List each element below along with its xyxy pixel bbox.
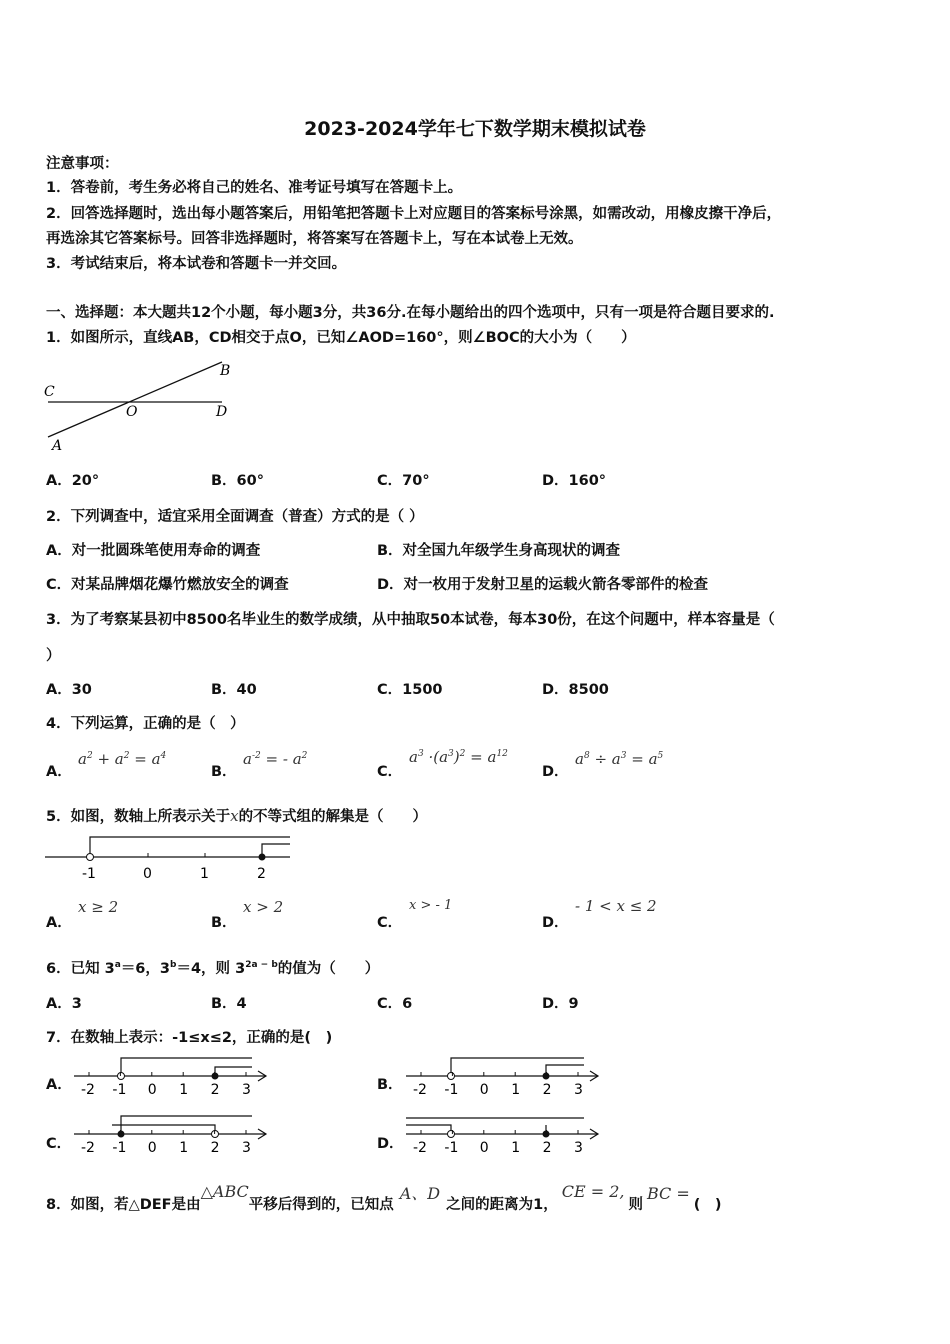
q5-expr-d: - 1 < x ≤ 2 [575, 897, 657, 915]
q1-option-b: B．60° [211, 473, 264, 489]
tick-label: 3 [242, 1082, 251, 1098]
notice-heading: 注意事项： [46, 156, 119, 172]
tick-label: 0 [479, 1082, 489, 1098]
q5-letter-c: C． [377, 915, 403, 931]
q3-stem-cont: ） [46, 648, 61, 664]
q3-stem: 3．为了考察某县初中8500名毕业生的数学成绩，从中抽取50本试卷，每本30份，在这个问题中，样本容量是（ [46, 612, 775, 628]
q5-stem: 5．如图，数轴上所表示关于x的不等式组的解集是（ ） [46, 807, 428, 825]
tick-label: 2 [542, 1140, 552, 1156]
q3-option-d: D．8500 [542, 682, 609, 698]
q3-option-c: C．1500 [377, 682, 443, 698]
range-bracket-right [262, 844, 290, 857]
q5-number-line [40, 830, 300, 885]
q4-letter-d: D． [542, 764, 569, 780]
q6-option-c: C．6 [377, 996, 413, 1012]
tick-label: -1 [444, 1140, 459, 1156]
q2-option-a: A．对一批圆珠笔使用寿命的调查 [46, 543, 261, 559]
q1-figure [40, 358, 240, 453]
q5-expr-a: x ≥ 2 [78, 898, 119, 916]
q7-line-c [72, 1110, 272, 1158]
q2-stem: 2．下列调查中，适宜采用全面调查（普查）方式的是（ ） [46, 509, 424, 525]
q7-letter-b: B． [377, 1077, 403, 1093]
q5-letter-a: A． [46, 915, 72, 931]
tick-label: 0 [479, 1140, 489, 1156]
q1-option-c: C．70° [377, 473, 430, 489]
q4-stem: 4．下列运算，正确的是（ ） [46, 716, 245, 732]
q3-option-b: B．40 [211, 682, 257, 698]
q4-expr-c: $a^3 \cdot(a^3)^2 = a^{12}$ [409, 748, 508, 766]
label-d: D [216, 404, 228, 420]
tick-label: 0 [143, 866, 152, 882]
section-heading: 一、选择题：本大题共12个小题，每小题3分，共36分.在每小题给出的四个选项中，只有一项是符合题目要求的. [46, 305, 775, 321]
tick-label: 1 [511, 1082, 521, 1098]
tick-label: 2 [210, 1082, 220, 1098]
notice-item-2: 2．回答选择题时，选出每小题答案后，用铅笔把答题卡上对应题目的答案标号涂黑，如需改动，用橡皮擦干净后， [46, 206, 782, 222]
tick-label: 1 [511, 1140, 521, 1156]
q7-line-d [404, 1110, 604, 1158]
q6-option-b: B．4 [211, 996, 247, 1012]
q3-option-a: A．30 [46, 682, 92, 698]
q7-letter-c: C． [46, 1136, 72, 1152]
notice-item-2-cont: 再选涂其它答案标号。回答非选择题时，将答案写在答题卡上，写在本试卷上无效。 [46, 231, 583, 247]
q5-expr-b: x > 2 [243, 898, 284, 916]
tick-label: 2 [542, 1082, 552, 1098]
tick-label: 0 [147, 1140, 157, 1156]
q1-option-d: D．160° [542, 473, 607, 489]
q4-expr-b: $a^{-2}$ = - $a^2$ [243, 750, 308, 768]
tick-label: -1 [444, 1082, 459, 1098]
q7-letter-d: D． [377, 1136, 404, 1152]
page-title: 2023-2024学年七下数学期末模拟试卷 [304, 118, 646, 140]
tick-label: -2 [413, 1140, 427, 1156]
tick-label: -1 [112, 1140, 127, 1156]
tick-label: 2 [257, 866, 266, 882]
q1-stem: 1．如图所示，直线AB，CD相交于点O，已知∠AOD=160°，则∠BOC的大小为（ ） [46, 330, 636, 346]
line-ab [48, 362, 222, 437]
q1-option-a: A．20° [46, 473, 100, 489]
q4-expr-a: $a^2 + a^2 = a^4$ [78, 750, 167, 768]
q7-line-a [72, 1052, 272, 1100]
tick-label: -2 [81, 1140, 95, 1156]
tick-label: 3 [574, 1082, 583, 1098]
tick-label: 2 [210, 1140, 220, 1156]
q4-letter-c: C． [377, 764, 403, 780]
q7-letter-a: A． [46, 1077, 72, 1093]
tick-label: 3 [242, 1140, 251, 1156]
q4-expr-d: $a^8 \div a^3 = a^5$ [575, 750, 664, 768]
label-c: C [44, 384, 55, 400]
q6-option-d: D．9 [542, 996, 579, 1012]
tick-label: -1 [82, 866, 96, 882]
q6-stem: 6．已知 $3^a=6$，$3^b=4$，则 $3^{2a - b}$的值为（ ） [46, 960, 380, 977]
q5-letter-b: B． [211, 915, 237, 931]
q2-option-b: B．对全国九年级学生身高现状的调查 [377, 543, 621, 559]
q2-option-c: C．对某品牌烟花爆竹燃放安全的调查 [46, 577, 289, 593]
q8-stem: 8．如图，若△DEF是由△ABC平移后得到的，已知点A、D之间的距离为1，CE = 2,则BC =( ) [46, 1182, 722, 1213]
range-bracket-left [90, 837, 290, 857]
notice-item-3: 3．考试结束后，将本试卷和答题卡一并交回。 [46, 256, 347, 272]
q7-line-b [404, 1052, 604, 1100]
q5-letter-d: D． [542, 915, 569, 931]
open-point [87, 854, 94, 861]
q4-letter-a: A． [46, 764, 72, 780]
tick-label: -1 [112, 1082, 127, 1098]
tick-label: 0 [147, 1082, 157, 1098]
tick-label: 1 [179, 1140, 189, 1156]
label-b: B [220, 363, 231, 379]
tick-label: -2 [81, 1082, 95, 1098]
q7-stem: 7．在数轴上表示：-1≤x≤2，正确的是( ) [46, 1030, 333, 1046]
q5-expr-c: x > - 1 [409, 898, 453, 913]
label-a: A [52, 438, 63, 453]
tick-label: 1 [179, 1082, 189, 1098]
q2-option-d: D．对一枚用于发射卫星的运载火箭各零部件的检查 [377, 577, 709, 593]
label-o: O [126, 404, 138, 420]
closed-point [259, 854, 266, 861]
q6-option-a: A．3 [46, 996, 82, 1012]
tick-label: 3 [574, 1140, 583, 1156]
notice-item-1: 1．答卷前，考生务必将自己的姓名、准考证号填写在答题卡上。 [46, 180, 463, 196]
tick-label: -2 [413, 1082, 427, 1098]
tick-label: 1 [200, 866, 209, 882]
q4-letter-b: B． [211, 764, 237, 780]
